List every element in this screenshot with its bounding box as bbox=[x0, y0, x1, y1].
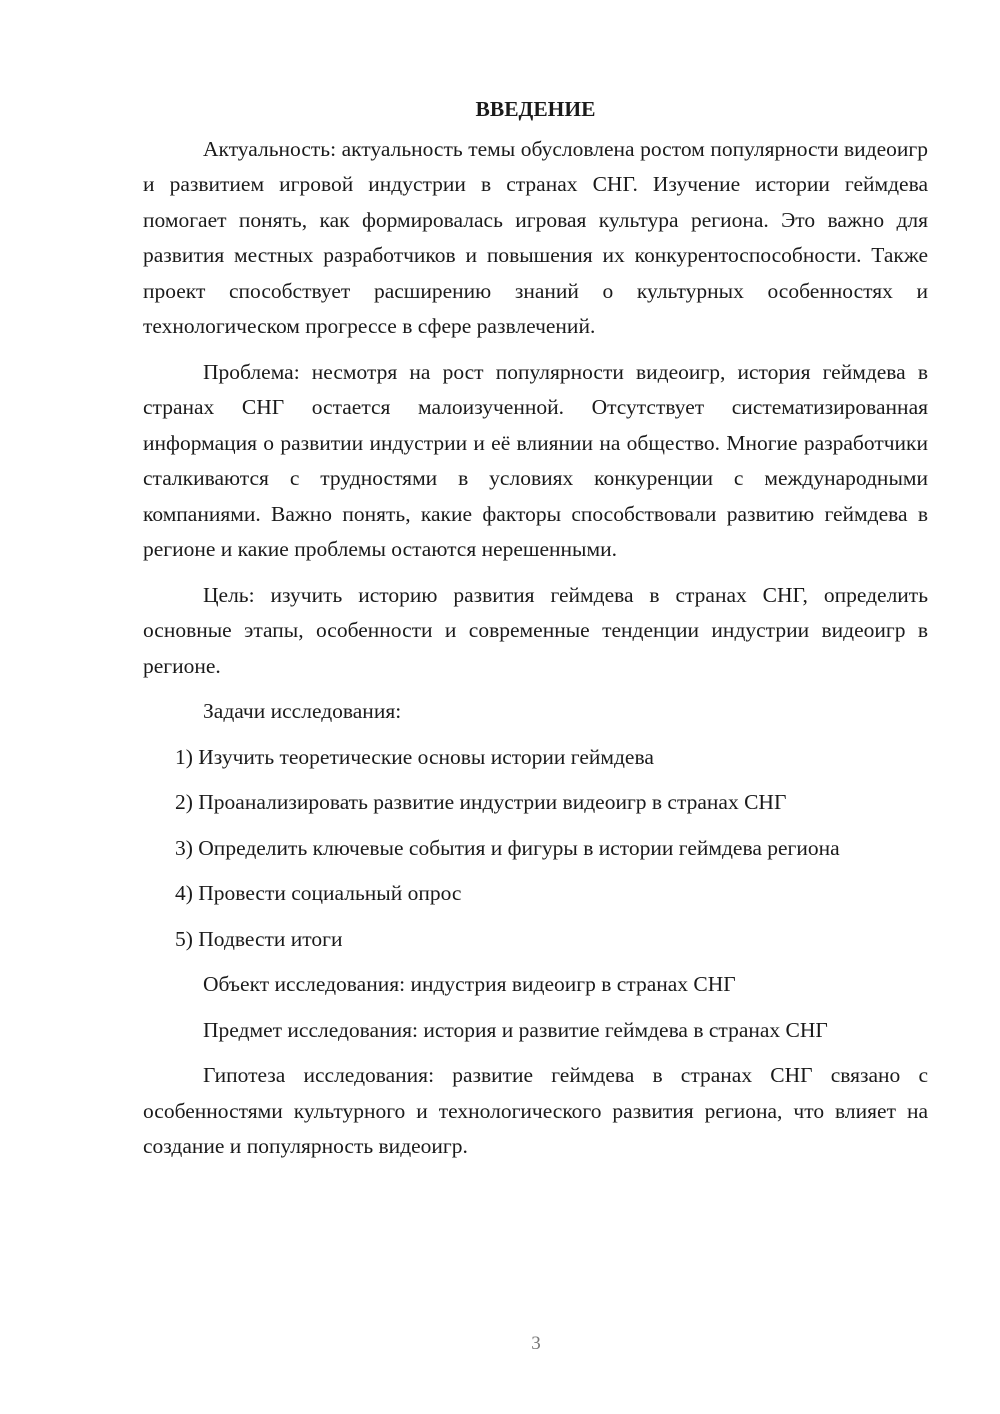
hypothesis-paragraph: Гипотеза исследования: развитие геймдева в странах СНГ связано с особенностями культурного и технологического развития региона, что влияет на создание и популярность видеоигр. bbox=[143, 1063, 928, 1158]
section-title: ВВЕДЕНИЕ bbox=[475, 97, 596, 121]
problem-paragraph: Проблема: несмотря на рост популярности видеоигр, история геймдева в странах СНГ остается малоизученной. Отсутствует систематизированная информация о развитии индустрии и её влиянии на общество. Многие разработчики сталкиваются с трудностями в условиях конкуренции с международными компаниями. Важно понять, какие факторы способствовали развитию геймдева в регионе и какие проблемы остаются нерешенными. bbox=[143, 359, 928, 561]
relevance-paragraph: Актуальность: актуальность темы обусловлена ростом популярности видеоигр и развитием игровой индустрии в странах СНГ. Изучение истории геймдева помогает понять, как формировалась игровая культура региона. Это важно для развития местных разработчиков и повышения их конкурентоспособности. Также проект способствует расширению знаний о культурных особенностях и технологическом прогрессе в сфере развлечений. bbox=[143, 136, 928, 338]
task-item: 2) Проанализировать развитие индустрии видеоигр в странах СНГ bbox=[175, 790, 787, 814]
page-content bbox=[143, 92, 928, 1175]
goal-paragraph: Цель: изучить историю развития геймдева в странах СНГ, определить основные этапы, особенности и современные тенденции индустрии видеоигр в регионе. bbox=[143, 582, 928, 678]
object-paragraph: Объект исследования: индустрия видеоигр в странах СНГ bbox=[203, 972, 736, 996]
page-number: 3 bbox=[531, 1333, 541, 1354]
task-item: 3) Определить ключевые события и фигуры в истории геймдева региона bbox=[175, 835, 840, 860]
task-item: 5) Подвести итоги bbox=[175, 926, 343, 951]
subject-paragraph: Предмет исследования: история и развитие геймдева в странах СНГ bbox=[203, 1017, 828, 1042]
task-item: 1) Изучить теоретические основы истории геймдева bbox=[175, 744, 654, 769]
task-item: 4) Провести социальный опрос bbox=[175, 881, 462, 905]
tasks-heading: Задачи исследования: bbox=[203, 699, 402, 723]
